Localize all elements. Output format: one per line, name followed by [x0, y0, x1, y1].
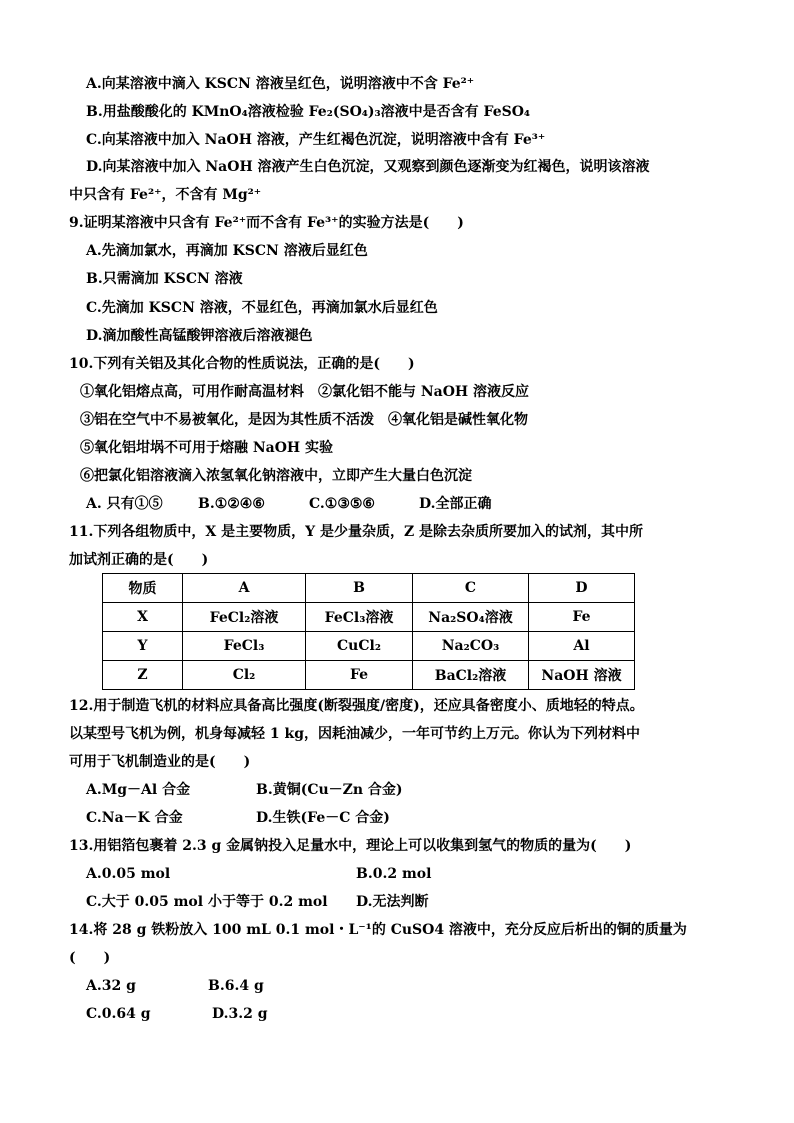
q10-option-c: C.①③⑤⑥ [309, 496, 375, 512]
table-row [103, 603, 635, 632]
table-cell: Al [529, 632, 635, 661]
q9-stem: 9.证明某溶液中只含有 Fe²⁺而不含有 Fe³⁺的实验方法是( ) [69, 215, 464, 231]
q10-option-d: D.全部正确 [419, 496, 492, 512]
table-header-cell: B [306, 574, 413, 603]
q12-option-d: D.生铁(Fe－C 合金) [256, 810, 390, 826]
table-cell: Fe [529, 603, 635, 632]
table-row [103, 661, 635, 690]
table-cell: Na₂SO₄溶液 [413, 603, 529, 632]
table-cell: Cl₂ [183, 661, 306, 690]
table-cell: FeCl₂溶液 [183, 603, 306, 632]
q10-option-b: B.①②④⑥ [198, 496, 265, 512]
q10-statement-1: ①氧化铝熔点高，可用作耐高温材料 ②氯化铝不能与 NaOH 溶液反应 [80, 384, 530, 400]
q8-option-d-line1: D.向某溶液中加入 NaOH 溶液产生白色沉淀，又观察到颜色逐渐变为红褐色，说明该溶液 [86, 159, 650, 175]
q14-option-b: B.6.4 g [208, 978, 264, 994]
q14-stem-line2: ( ) [69, 950, 111, 966]
q10-statement-2: ③铝在空气中不易被氧化，是因为其性质不活泼 ④氧化铝是碱性氧化物 [80, 412, 528, 428]
table-cell: FeCl₃ [183, 632, 306, 661]
q13-option-b: B.0.2 mol [356, 866, 432, 882]
q11-stem-line2: 加试剂正确的是( ) [69, 552, 209, 568]
table-header-cell: A [183, 574, 306, 603]
q12-stem-line1: 12.用于制造飞机的材料应具备高比强度(断裂强度/密度)，还应具备密度小、质地轻的特点。 [69, 698, 644, 714]
table-cell: Y [103, 632, 183, 661]
q9-option-a: A.先滴加氯水，再滴加 KSCN 溶液后显红色 [86, 243, 368, 259]
q9-option-c: C.先滴加 KSCN 溶液，不显红色，再滴加氯水后显红色 [86, 300, 438, 316]
q9-option-d: D.滴加酸性高锰酸钾溶液后溶液褪色 [86, 328, 313, 344]
table-cell: Na₂CO₃ [413, 632, 529, 661]
q14-option-c: C.0.64 g [86, 1006, 151, 1022]
q10-statement-4: ⑥把氯化铝溶液滴入浓氢氧化钠溶液中，立即产生大量白色沉淀 [80, 468, 472, 484]
table-header-cell: D [529, 574, 635, 603]
q13-option-a: A.0.05 mol [86, 866, 171, 882]
table-row [103, 632, 635, 661]
q8-option-c: C.向某溶液中加入 NaOH 溶液，产生红褐色沉淀，说明溶液中含有 Fe³⁺ [86, 132, 546, 148]
table-header-row [103, 574, 635, 603]
q8-option-d-line2: 中只含有 Fe²⁺，不含有 Mg²⁺ [69, 187, 262, 203]
q11-stem-line1: 11.下列各组物质中，X 是主要物质，Y 是少量杂质，Z 是除去杂质所要加入的试剂，其中所 [69, 524, 644, 540]
q14-option-a: A.32 g [86, 978, 136, 994]
q13-option-d: D.无法判断 [356, 894, 429, 910]
table-cell: CuCl₂ [306, 632, 413, 661]
q11-table [102, 573, 635, 690]
q13-stem: 13.用铝箔包裹着 2.3 g 金属钠投入足量水中，理论上可以收集到氢气的物质的量为( ) [69, 838, 632, 854]
q10-option-a: A. 只有①⑤ [86, 496, 163, 512]
q8-option-a: A.向某溶液中滴入 KSCN 溶液呈红色，说明溶液中不含 Fe²⁺ [86, 76, 475, 92]
q14-option-d: D.3.2 g [212, 1006, 268, 1022]
q12-option-c: C.Na－K 合金 [86, 810, 183, 826]
q10-stem: 10.下列有关铝及其化合物的性质说法，正确的是( ) [69, 356, 415, 372]
table-cell: Fe [306, 661, 413, 690]
table-header-cell: C [413, 574, 529, 603]
q14-stem-line1: 14.将 28 g 铁粉放入 100 mL 0.1 mol・L⁻¹的 CuSO4 溶液中，充分反应后析出的铜的质量为 [69, 922, 687, 938]
q8-option-b: B.用盐酸酸化的 KMnO₄溶液检验 Fe₂(SO₄)₃溶液中是否含有 FeSO₄ [86, 104, 531, 120]
q10-statement-3: ⑤氧化铝坩埚不可用于熔融 NaOH 实验 [80, 440, 334, 456]
q12-stem-line3: 可用于飞机制造业的是( ) [69, 754, 251, 770]
q13-option-c: C.大于 0.05 mol 小于等于 0.2 mol [86, 894, 328, 910]
q12-option-b: B.黄铜(Cu－Zn 合金) [256, 782, 403, 798]
table-header-cell: 物质 [103, 574, 183, 603]
table-cell: X [103, 603, 183, 632]
table-cell: NaOH 溶液 [529, 661, 635, 690]
table-cell: BaCl₂溶液 [413, 661, 529, 690]
q9-option-b: B.只需滴加 KSCN 溶液 [86, 271, 243, 287]
q12-option-a: A.Mg－Al 合金 [86, 782, 191, 798]
q12-stem-line2: 以某型号飞机为例，机身每减轻 1 kg，因耗油减少，一年可节约上万元。你认为下列材料中 [69, 726, 640, 742]
table-cell: FeCl₃溶液 [306, 603, 413, 632]
table-cell: Z [103, 661, 183, 690]
